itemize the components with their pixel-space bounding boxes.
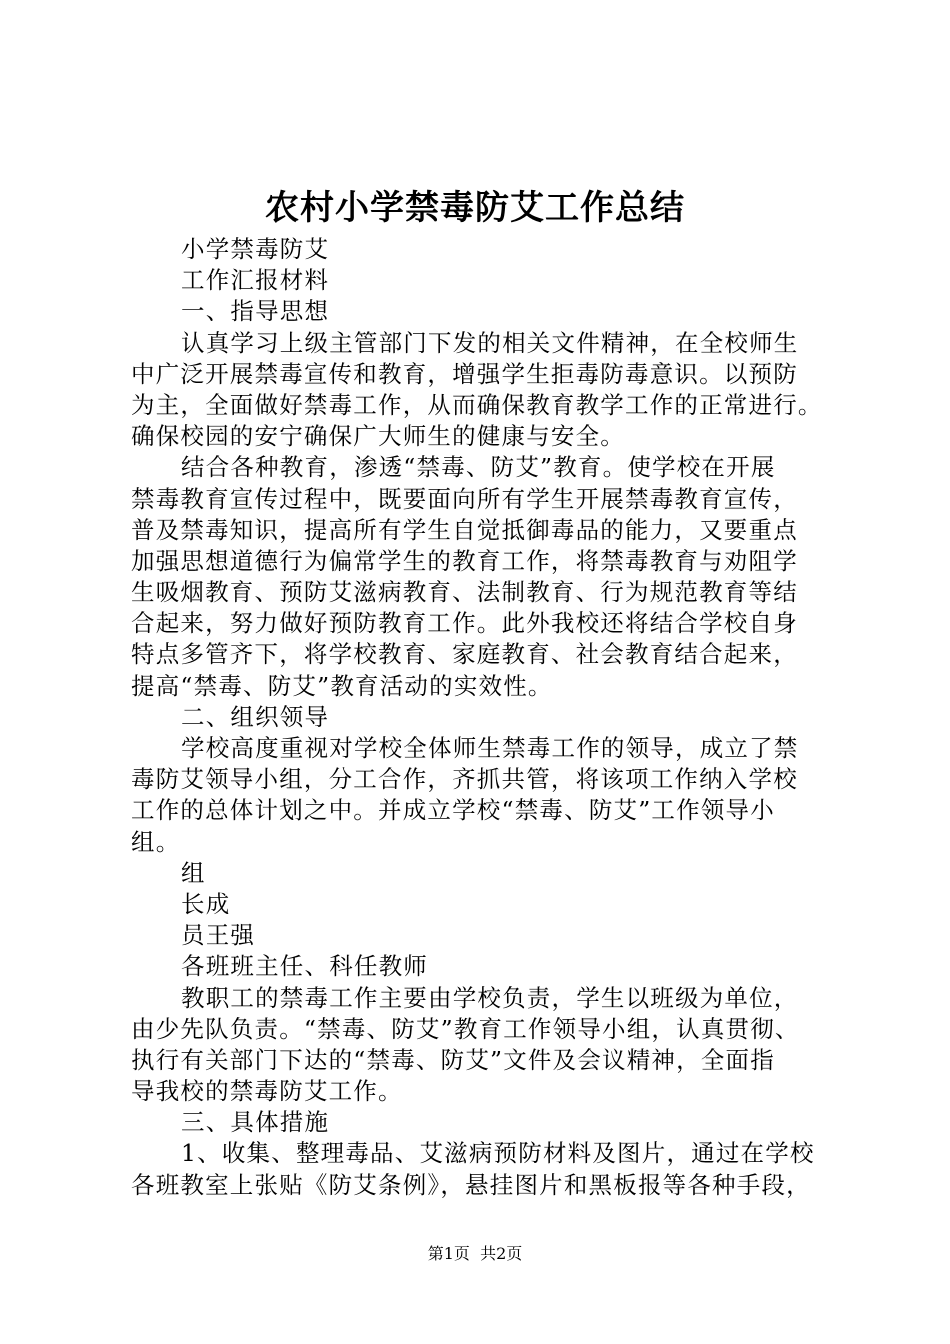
text-line: 组。	[131, 827, 181, 856]
text-line: 工作汇报材料	[181, 266, 330, 295]
text-line: 结合各种教育，渗透“禁毒、防艾”教育。使学校在开展	[181, 453, 776, 482]
text-line: 一、指导思想	[181, 297, 330, 326]
text-line: 学校高度重视对学校全体师生禁毒工作的领导，成立了禁	[181, 734, 799, 762]
text-line: 教职工的禁毒工作主要由学校负责，学生以班级为单位，	[181, 983, 799, 1012]
text-line: 认真学习上级主管部门下发的相关文件精神，在全校师生	[181, 328, 799, 357]
text-line: 中广泛开展禁毒宣传和教育，增强学生拒毒防毒意识。以预防	[131, 359, 798, 388]
text-line: 二、组织领导	[181, 702, 330, 731]
text-line: 生吸烟教育、预防艾滋病教育、法制教育、行为规范教育等结	[131, 578, 798, 607]
text-line: 由少先队负责。“禁毒、防艾”教育工作领导小组，认真贯彻、	[131, 1014, 800, 1043]
text-line: 禁毒教育宣传过程中，既要面向所有学生开展禁毒教育宣传，	[131, 484, 798, 513]
text-line: 普及禁毒知识，提高所有学生自觉抵御毒品的能力，又要重点	[131, 515, 798, 544]
page-footer	[0, 1243, 950, 1265]
text-line: 毒防艾领导小组，分工合作，齐抓共管，将该项工作纳入学校	[131, 765, 798, 794]
text-line: 为主，全面做好禁毒工作，从而确保教育教学工作的正常进行。	[131, 390, 823, 419]
document-title: 农村小学禁毒防艾工作总结	[265, 188, 685, 228]
text-line: 提高“禁毒、防艾”教育活动的实效性。	[131, 671, 553, 700]
text-line: 确保校园的安宁确保广大师生的健康与安全。	[131, 422, 625, 451]
document-body	[131, 234, 833, 1201]
text-line: 特点多管齐下，将学校教育、家庭教育、社会教育结合起来，	[131, 640, 798, 669]
page-number-label: 第1页 共2页	[427, 1244, 523, 1263]
text-line: 工作的总体计划之中。并成立学校“禁毒、防艾”工作领导小	[131, 796, 775, 825]
text-line: 执行有关部门下达的“禁毒、防艾”文件及会议精神，全面指	[131, 1045, 775, 1074]
text-line: 各班班主任、科任教师	[181, 952, 428, 981]
text-line: 加强思想道德行为偏常学生的教育工作，将禁毒教育与劝阻学	[131, 546, 798, 575]
text-line: 组	[181, 858, 206, 887]
text-line: 1、收集、整理毒品、艾滋病预防材料及图片，通过在学校	[181, 1139, 815, 1168]
text-line: 各班教室上张贴《防艾条例》，悬挂图片和黑板报等各种手段，	[131, 1170, 811, 1199]
text-line: 合起来，努力做好预防教育工作。此外我校还将结合学校自身	[131, 609, 798, 638]
text-line: 长成	[181, 889, 231, 918]
text-line: 三、具体措施	[181, 1108, 330, 1137]
text-line: 小学禁毒防艾	[181, 235, 330, 263]
text-line: 员王强	[181, 921, 256, 950]
text-line: 导我校的禁毒防艾工作。	[131, 1077, 403, 1106]
